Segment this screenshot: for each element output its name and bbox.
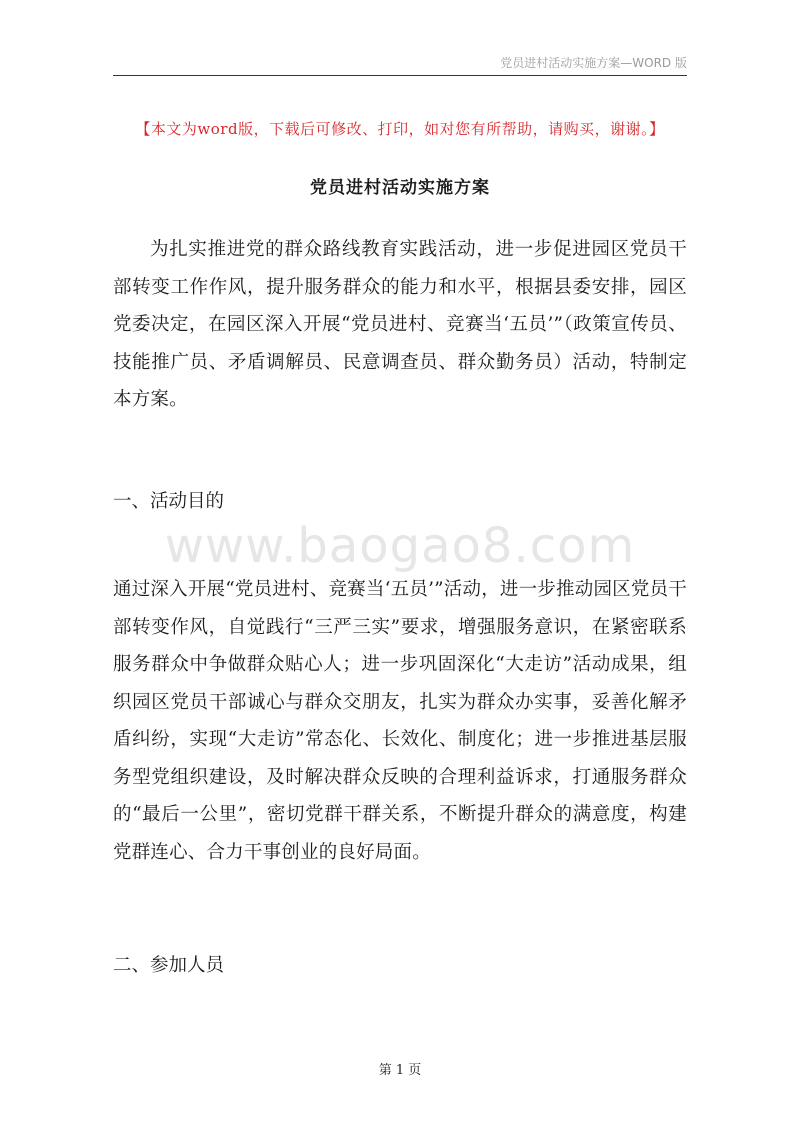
page-number: 第 1 页 xyxy=(378,1063,422,1078)
purchase-notice: 【本文为word版，下载后可修改、打印，如对您有所帮助，请购买，谢谢。】 xyxy=(135,120,665,138)
section-heading-participants: 二、参加人员 xyxy=(113,955,225,976)
section-heading-purpose: 一、活动目的 xyxy=(113,491,225,512)
purpose-paragraph: 通过深入开展“党员进村、竞赛当‘五员’”活动，进一步推动园区党员干部转变作风，自觉践行“三严三实”要求，增强服务意识，在紧密联系服务群众中争做群众贴心人；进一步巩固深化“大走访”活动成果，组织园区党员干部诚心与群众交朋友，扎实为群众办实事，妥善化解矛盾纠纷，实现“大走访”常态化、长效化、制度化；进一步推进基层服务型党组织建设，及时解决群众反映的合理利益诉求，打通服务群众的“最后一公里”，密切党群干群关系，不断提升群众的满意度，构建党群连心、合力干事创业的良好局面。 xyxy=(113,579,687,863)
document-title: 党员进村活动实施方案 xyxy=(310,178,490,198)
page-header-title: 党员进村活动实施方案—WORD 版 xyxy=(500,56,687,70)
header-divider xyxy=(113,75,687,76)
intro-paragraph: 为扎实推进党的群众路线教育实践活动，进一步促进园区党员干部转变工作作风，提升服务群众的能力和水平，根据县委安排，园区党委决定，在园区深入开展“党员进村、竞赛当‘五员’”（政策宣传员、技能推广员、矛盾调解员、民意调查员、群众勤务员）活动，特制定本方案。 xyxy=(113,239,687,410)
watermark: www.baogao8.com xyxy=(164,518,636,574)
